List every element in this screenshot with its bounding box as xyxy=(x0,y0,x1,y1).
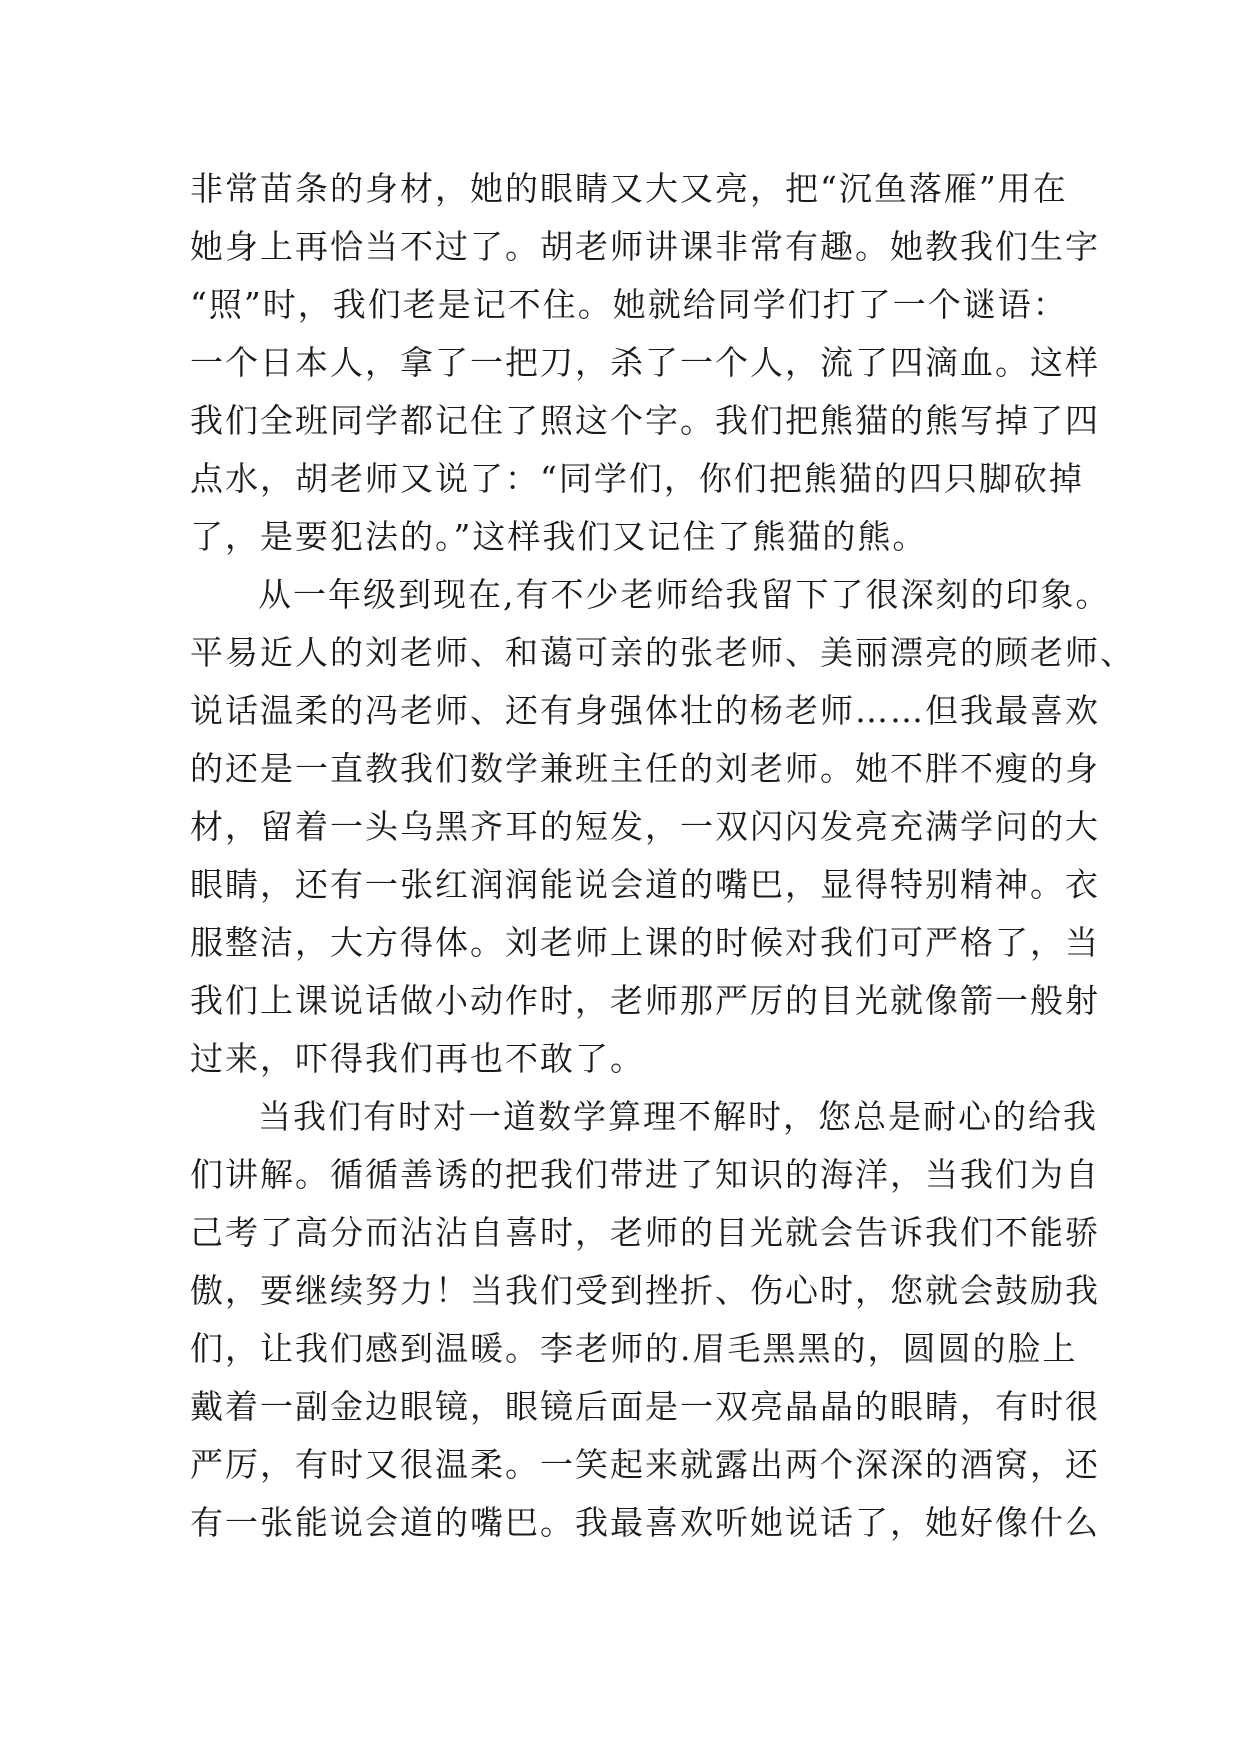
paragraph-start-line: 从一年级到现在,有不少老师给我留下了很深刻的印象。 xyxy=(258,575,1111,614)
text-line: 眼睛，还有一张红润润能说会道的嘴巴，显得特别精神。衣 xyxy=(190,865,1100,904)
text-line: 己考了高分而沾沾自喜时，老师的目光就会告诉我们不能骄 xyxy=(190,1213,1100,1252)
text-line: 们讲解。循循善诱的把我们带进了知识的海洋，当我们为自 xyxy=(190,1155,1100,1194)
text-line: 非常苗条的身材，她的眼睛又大又亮，把“沉鱼落雁”用在 xyxy=(190,169,1068,208)
text-line: 了，是要犯法的。”这样我们又记住了熊猫的熊。 xyxy=(190,517,928,556)
text-line: 一个日本人，拿了一把刀，杀了一个人，流了四滴血。这样 xyxy=(190,343,1100,382)
text-line: 她身上再恰当不过了。胡老师讲课非常有趣。她教我们生字 xyxy=(190,227,1100,266)
text-line: “照”时，我们老是记不住。她就给同学们打了一个谜语： xyxy=(190,285,1068,324)
text-line: 过来，吓得我们再也不敢了。 xyxy=(190,1039,645,1078)
text-line: 的还是一直教我们数学兼班主任的刘老师。她不胖不瘦的身 xyxy=(190,749,1100,788)
text-line: 点水，胡老师又说了：“同学们，你们把熊猫的四只脚砍掉 xyxy=(190,459,1084,498)
text-line: 们，让我们感到温暖。李老师的.眉毛黑黑的，圆圆的脸上 xyxy=(190,1329,1078,1368)
text-line: 有一张能说会道的嘴巴。我最喜欢听她说话了，她好像什么 xyxy=(190,1503,1100,1542)
text-line: 傲，要继续努力！当我们受到挫折、伤心时，您就会鼓励我 xyxy=(190,1271,1100,1310)
text-line: 材，留着一头乌黑齐耳的短发，一双闪闪发亮充满学问的大 xyxy=(190,807,1100,846)
text-line: 平易近人的刘老师、和蔼可亲的张老师、美丽漂亮的顾老师、 xyxy=(190,633,1135,672)
text-line: 严厉，有时又很温柔。一笑起来就露出两个深深的酒窝，还 xyxy=(190,1445,1100,1484)
text-line: 我们上课说话做小动作时，老师那严厉的目光就像箭一般射 xyxy=(190,981,1100,1020)
text-line: 服整洁，大方得体。刘老师上课的时候对我们可严格了，当 xyxy=(190,923,1100,962)
text-line: 说话温柔的冯老师、还有身强体壮的杨老师……但我最喜欢 xyxy=(190,691,1100,730)
text-line: 戴着一副金边眼镜，眼镜后面是一双亮晶晶的眼睛，有时很 xyxy=(190,1387,1100,1426)
text-line: 我们全班同学都记住了照这个字。我们把熊猫的熊写掉了四 xyxy=(190,401,1100,440)
document-body xyxy=(190,160,1135,1552)
paragraph-start-line: 当我们有时对一道数学算理不解时，您总是耐心的给我 xyxy=(258,1097,1098,1136)
